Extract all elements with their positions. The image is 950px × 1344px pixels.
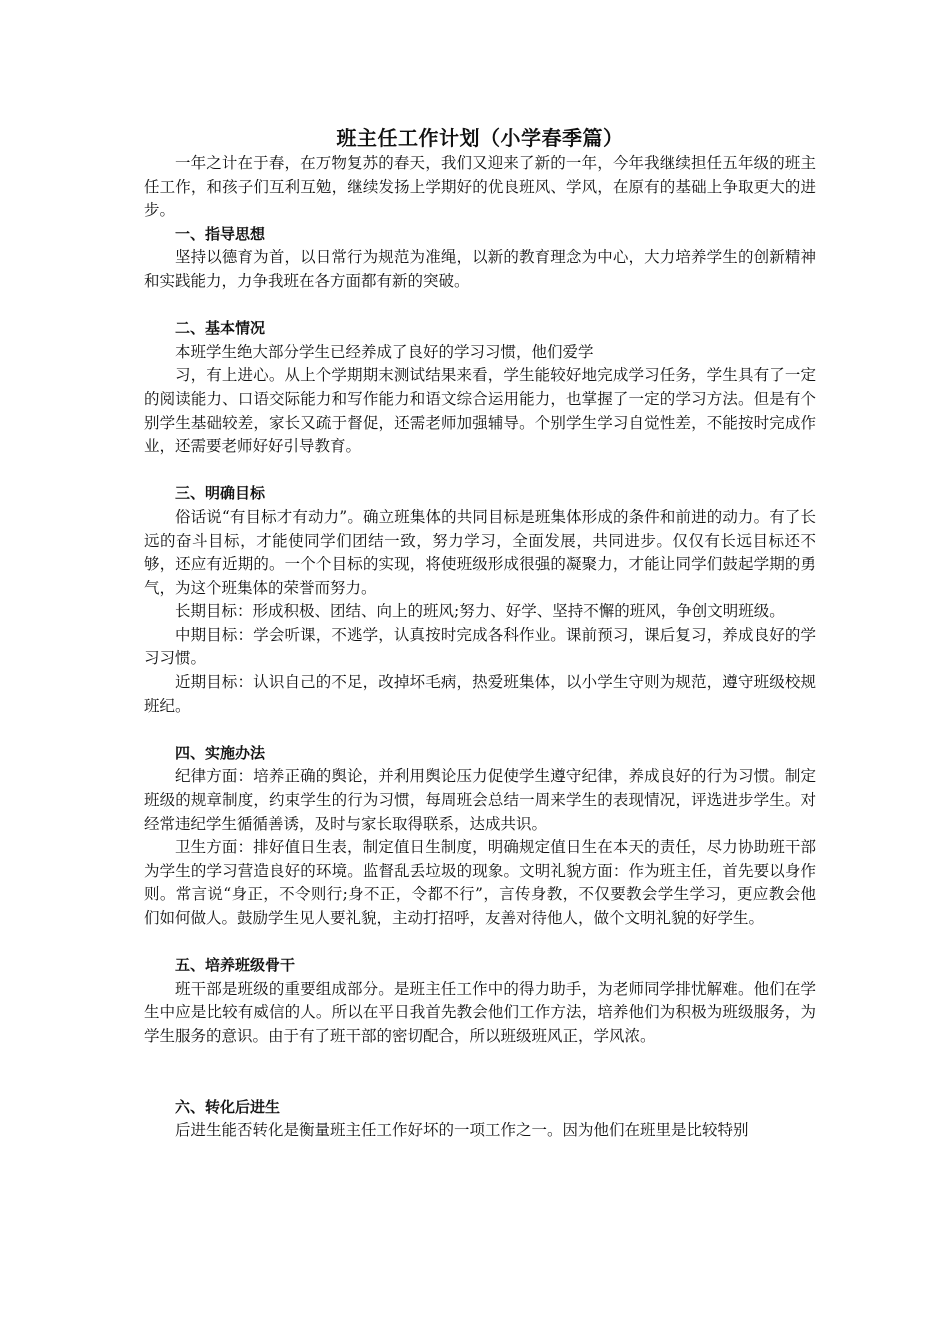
section-heading-class-leaders: 五、培养班级骨干 [175, 956, 296, 975]
paragraph: 中期目标：学会听课，不逃学，认真按时完成各科作业。课前预习，课后复习，养成良好的学习习惯。 [144, 625, 816, 668]
paragraph: 坚持以德育为首，以日常行为规范为准绳，以新的教育理念为中心，大力培养学生的创新精神和实践能力，力争我班在各方面都有新的突破。 [144, 248, 816, 290]
paragraph: 卫生方面：排好值日生表，制定值日生制度，明确规定值日生在本天的责任，尽力协助班干部为学生的学习营造良好的环境。监督乱丢垃圾的现象。文明礼貌方面：作为班主任，首先要以身作则。常言说“身正，不令则行;身不正，令都不行”，言传身教，不仅要教会学生学习，更应教会他们如何做人。鼓励学生见人要礼貌，主动打招呼，友善对待他人，做个文明礼貌的好学生。 [144, 838, 816, 927]
paragraph: 俗话说“有目标才有动力”。确立班集体的共同目标是班集体形成的条件和前进的动力。有了长远的奋斗目标，才能使同学们团结一致，努力学习，全面发展，共同进步。仅仅有长远目标还不够，还应有近期的。一个个目标的实现，将使班级形成很强的凝聚力，才能让同学们鼓起学期的勇气，为这个班集体的荣誉而努力。 [144, 507, 816, 597]
spacer [144, 1049, 816, 1096]
paragraph: 纪律方面：培养正确的舆论，并利用舆论压力促使学生遵守纪律，养成良好的行为习惯。制定班级的规章制度，约束学生的行为习惯，每周班会总结一周来学生的表现情况，评选进步学生。对经常违纪学生循循善诱，及时与家长取得联系，达成共识。 [144, 767, 816, 833]
section-heading-underachievers: 六、转化后进生 [175, 1097, 281, 1116]
section-heading-basic-situation: 二、基本情况 [175, 319, 266, 338]
paragraph: 近期目标：认识自己的不足，改掉坏毛病，热爱班集体，以小学生守则为规范，遵守班级校规班纪。 [144, 673, 816, 715]
spacer [144, 459, 816, 483]
paragraph: 长期目标：形成积极、团结、向上的班风;努力、好学、坚持不懈的班风，争创文明班级。 [175, 602, 785, 621]
section-heading-guiding-ideology: 一、指导思想 [175, 224, 266, 243]
spacer [144, 718, 816, 742]
spacer [144, 931, 816, 955]
section-heading-clear-goals: 三、明确目标 [175, 484, 266, 503]
paragraph: 本班学生绝大部分学生已经养成了良好的学习习惯，他们爱学 [175, 342, 594, 361]
document-title: 班主任工作计划（小学春季篇） [336, 126, 624, 150]
section-heading-implementation: 四、实施办法 [175, 743, 266, 762]
paragraph: 后进生能否转化是衡量班主任工作好坏的一项工作之一。因为他们在班里是比较特别 [175, 1121, 749, 1140]
spacer [144, 294, 816, 318]
document-body [144, 124, 816, 1143]
paragraph: 习，有上进心。从上个学期期末测试结果来看，学生能较好地完成学习任务，学生具有了一定的阅读能力、口语交际能力和写作能力和语文综合运用能力，也掌握了一定的学习方法。但是有个别学生基础较差，家长又疏于督促，还需老师加强辅导。个别学生学习自觉性差，不能按时完成作业，还需要老师好好引导教育。 [144, 366, 816, 456]
paragraph: 班干部是班级的重要组成部分。是班主任工作中的得力助手，为老师同学排忧解难。他们在学生中应是比较有威信的人。所以在平日我首先教会他们工作方法，培养他们为积极为班级服务，为学生服务的意识。由于有了班干部的密切配合，所以班级班风正，学风浓。 [144, 979, 816, 1045]
intro-paragraph: 一年之计在于春，在万物复苏的春天，我们又迎来了新的一年，今年我继续担任五年级的班主任工作，和孩子们互利互勉，继续发扬上学期好的优良班风、学风，在原有的基础上争取更大的进步。 [144, 154, 816, 220]
